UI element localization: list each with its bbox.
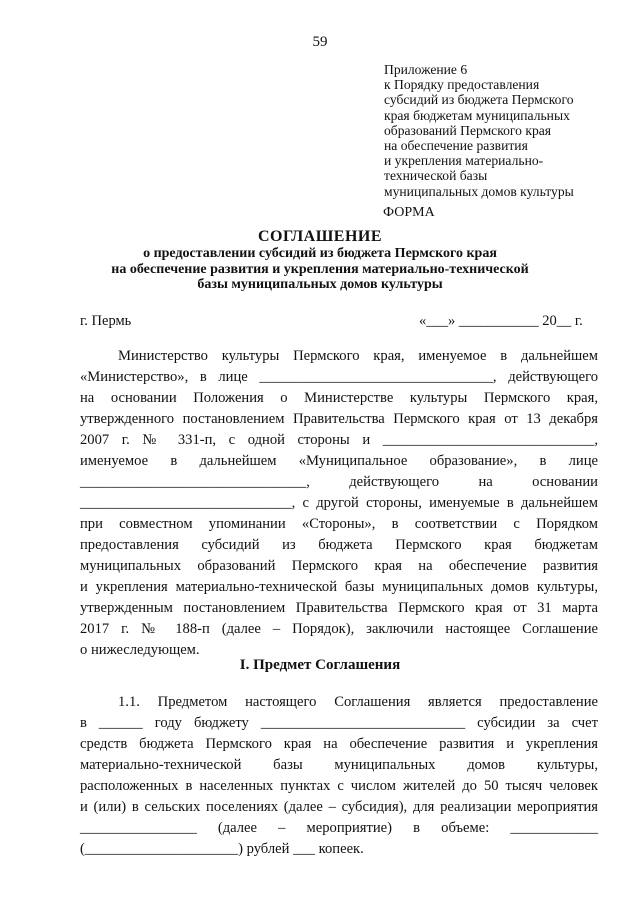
document-title: СОГЛАШЕНИЕ bbox=[257, 228, 383, 245]
preamble-line: «Министерство», в лице ________________________________, действующего bbox=[80, 369, 598, 385]
appendix-line: муниципальных домов культуры bbox=[384, 183, 574, 199]
appendix-line: субсидий из бюджета Пермского bbox=[384, 92, 574, 108]
section-title: I. Предмет Соглашения bbox=[239, 657, 401, 673]
clause-line: 1.1. Предметом настоящего Соглашения является предоставление bbox=[118, 694, 598, 710]
preamble-line: о нижеследующем. bbox=[80, 642, 200, 658]
clause-line: материально-технической базы муниципальных домов культуры, bbox=[80, 757, 598, 773]
preamble-line: 2017 г. № 188-п (далее – Порядок), заключили настоящее Соглашение bbox=[80, 621, 598, 637]
place: г. Пермь bbox=[80, 313, 132, 329]
subtitle-line: базы муниципальных домов культуры bbox=[197, 277, 443, 292]
appendix-line: края бюджетам муниципальных bbox=[384, 107, 570, 123]
date-line: «___» ___________ 20__ г. bbox=[419, 313, 583, 329]
subtitle-line: о предоставлении субсидий из бюджета Пермского края bbox=[143, 246, 497, 261]
appendix-line: и укрепления материально- bbox=[384, 153, 544, 169]
preamble-line: _______________________________, действующего на основании bbox=[80, 474, 598, 490]
appendix-line: к Порядку предоставления bbox=[384, 77, 540, 93]
clause-line: ________________ (далее – мероприятие) в объеме: ____________ bbox=[80, 820, 598, 836]
clause-line: (_____________________) рублей ___ копеек. bbox=[80, 841, 364, 857]
preamble-line: на основании Положения о Министерстве культуры Пермского края, bbox=[80, 390, 598, 406]
appendix-line: образований Пермского края bbox=[384, 122, 552, 138]
clause-line: и (или) в сельских поселениях (далее – субсидия), для реализации мероприятия bbox=[80, 799, 598, 815]
preamble-line: Министерство культуры Пермского края, именуемое в дальнейшем bbox=[118, 348, 598, 364]
page-number: 59 bbox=[312, 34, 328, 50]
clause-line: расположенных в населенных пунктах с числом жителей до 50 тысяч человек bbox=[80, 778, 598, 794]
preamble-line: и укрепления материально-технической базы муниципальных домов культуры, bbox=[80, 579, 598, 595]
form-label: ФОРМА bbox=[383, 205, 435, 220]
appendix-line: на обеспечение развития bbox=[384, 138, 528, 154]
preamble-line: муниципальных образований Пермского края на обеспечение развития bbox=[80, 558, 598, 574]
preamble-line: _____________________________, с другой стороны, именуемые в дальнейшем bbox=[80, 495, 598, 511]
preamble-line: утвержденного постановлением Правительства Пермского края от 13 декабря bbox=[80, 411, 598, 427]
clause-line: в ______ году бюджету ____________________________ субсидии за счет bbox=[80, 715, 598, 731]
subtitle-line: на обеспечение развития и укрепления материально-технической bbox=[111, 261, 529, 277]
appendix-note bbox=[384, 62, 574, 199]
appendix-line: технической базы bbox=[384, 168, 488, 184]
document-subtitle bbox=[0, 246, 640, 293]
preamble-line: 2007 г. № 331-п, с одной стороны и _____________________________, bbox=[80, 432, 598, 448]
appendix-line: Приложение 6 bbox=[384, 62, 468, 77]
clause-line: средств бюджета Пермского края на обеспечение развития и укрепления bbox=[80, 736, 598, 752]
preamble-line: при совместном упоминании «Стороны», в соответствии с Порядком bbox=[80, 516, 598, 532]
preamble-line: именуемое в дальнейшем «Муниципальное образование», в лице bbox=[80, 453, 598, 469]
preamble-line: предоставления субсидий из бюджета Пермского края бюджетам bbox=[80, 537, 598, 553]
preamble-line: утвержденным постановлением Правительства Пермского края от 31 марта bbox=[80, 600, 598, 616]
